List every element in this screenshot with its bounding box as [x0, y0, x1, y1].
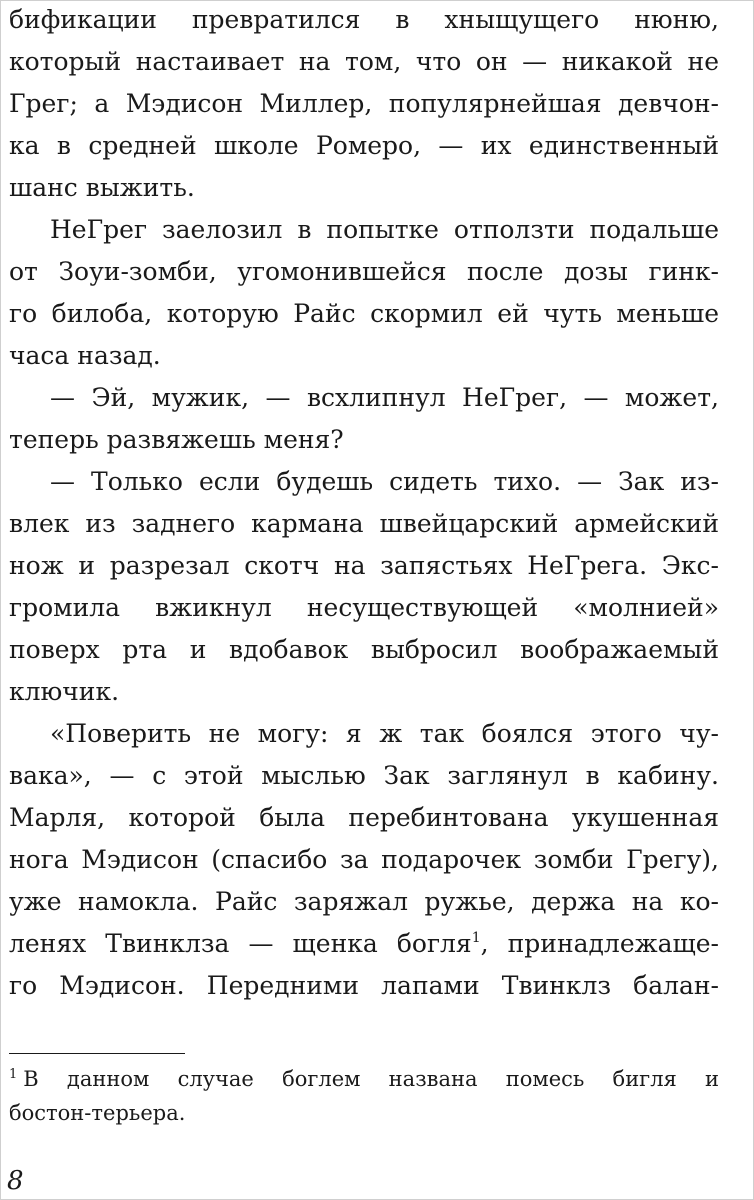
text-line: — Только если будешь сидеть тихо. — Зак из-	[50, 467, 719, 496]
text-line: ка в средней школе Ромеро, — их единственный	[9, 131, 719, 160]
footnote-line: бостон-терьера.	[9, 1101, 186, 1125]
body-text	[9, 0, 719, 1007]
text-line: теперь развяжешь меня?	[9, 425, 344, 454]
footnote-line	[9, 1062, 719, 1096]
text-line: НеГрег заелозил в попытке отползти подальше	[50, 215, 719, 244]
text-line: часа назад.	[9, 341, 161, 370]
text-line: от Зоуи-зомби, угомонившейся после дозы гинк-	[9, 257, 719, 286]
text-line: поверх рта и вдобавок выбросил воображаемый	[9, 635, 719, 664]
text-line: ключик.	[9, 677, 120, 706]
text-line: — Эй, мужик, — всхлипнул НеГрег, — может,	[50, 383, 719, 412]
text-segment: , принадлежаще-	[480, 929, 719, 958]
text-line: го Мэдисон. Передними лапами Твинклз балан-	[9, 971, 719, 1000]
text-line: «Поверить не могу: я ж так боялся этого чу-	[50, 719, 719, 748]
text-line: го билоба, которую Райс скормил ей чуть меньше	[9, 299, 719, 328]
footnote-text: В данном случае боглем названа помесь бигля и	[23, 1067, 719, 1091]
text-line: нога Мэдисон (спасибо за подарочек зомби Грегу),	[9, 845, 719, 874]
text-line-with-footnote-ref	[9, 923, 719, 965]
text-line: Грег; а Мэдисон Миллер, популярнейшая девчон-	[9, 89, 719, 118]
page-number: 8	[7, 1166, 24, 1196]
text-line: Марля, которой была перебинтована укушенная	[9, 803, 719, 832]
text-line: бификации превратился в хныщущего нюню,	[9, 5, 719, 34]
text-line: громила вжикнул несуществующей «молнией»	[9, 593, 719, 622]
footnote-divider	[9, 1053, 185, 1054]
footnote-reference: 1	[471, 930, 481, 946]
text-line: вака», — с этой мыслью Зак заглянул в кабину.	[9, 761, 719, 790]
text-line: который настаивает на том, что он — никакой не	[9, 47, 719, 76]
text-line: влек из заднего кармана швейцарский армейский	[9, 509, 719, 538]
footnote-marker: 1	[9, 1067, 18, 1082]
text-segment: ленях Твинклза — щенка богля	[9, 929, 472, 958]
footnote	[9, 1062, 719, 1130]
text-line: нож и разрезал скотч на запястьях НеГрега. Экс-	[9, 551, 719, 580]
text-line: уже намокла. Райс заряжал ружье, держа на ко-	[9, 887, 719, 916]
text-line: шанс выжить.	[9, 173, 195, 202]
